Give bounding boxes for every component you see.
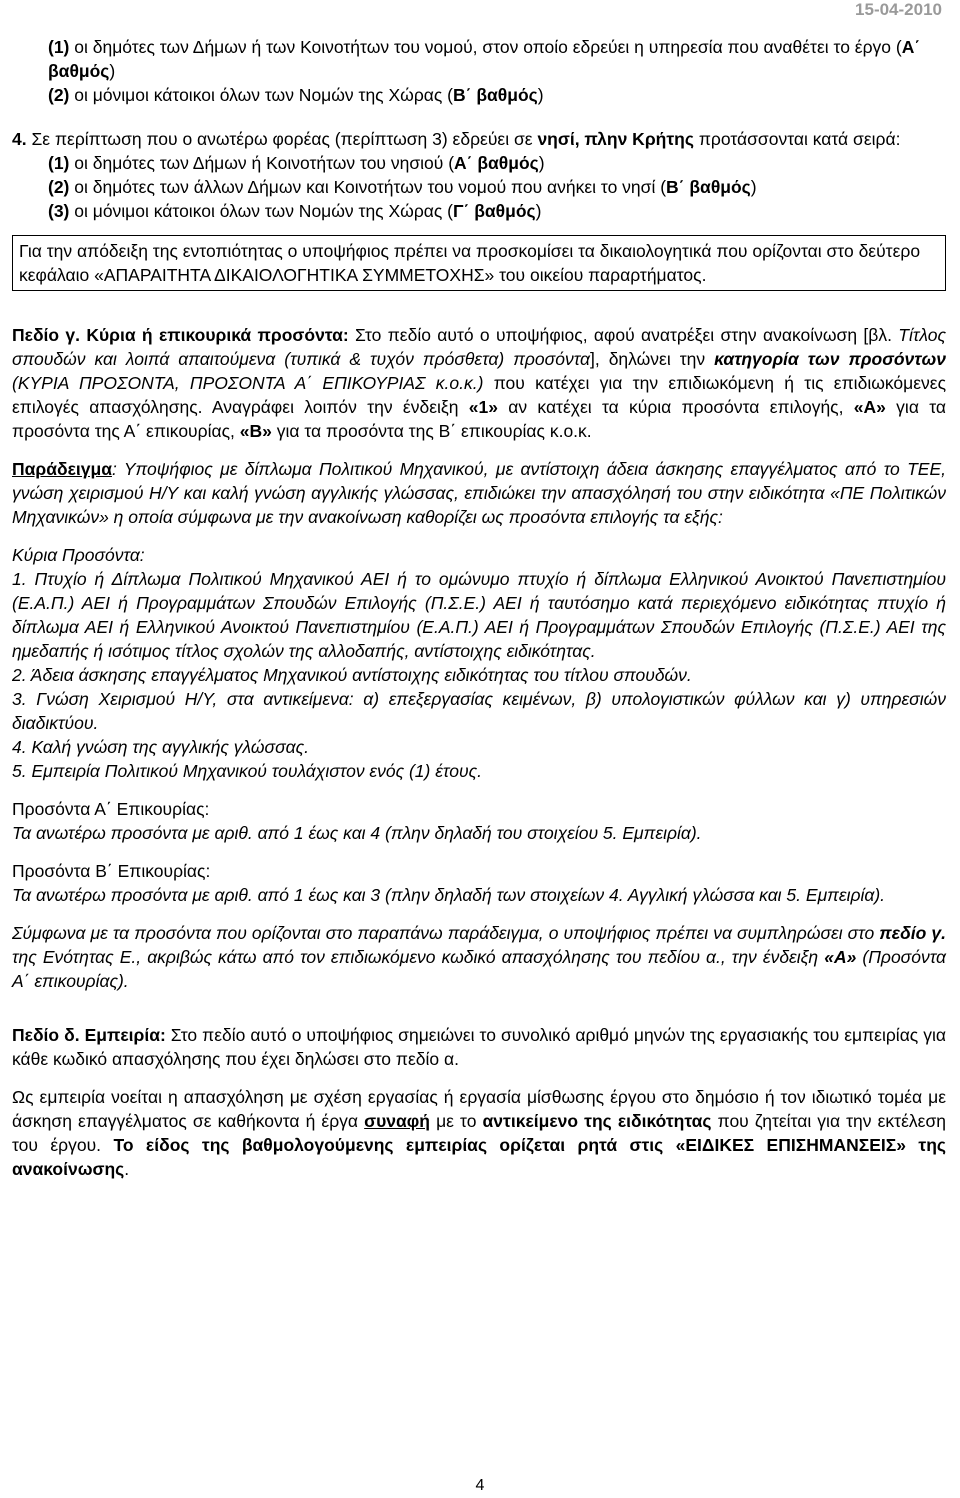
list-item: (2) οι μόνιμοι κάτοικοι όλων των Νομών της Χώρας (Β΄ βαθμός) — [48, 85, 544, 105]
locality-proof-box — [12, 235, 946, 291]
page-date: 15-04-2010 — [855, 0, 942, 19]
list-item: 2. Άδεια άσκησης επαγγέλματος Μηχανικού αντίστοιχης ειδικότητας του τίτλου σπουδών. — [12, 665, 692, 685]
aux-b-heading: Προσόντα Β΄ Επικουρίας: — [12, 861, 211, 881]
field-c-paragraph: Πεδίο γ. Κύρια ή επικουρικά προσόντα: Στο πεδίο αυτό ο υποψήφιος, αφού ανατρέξει στην ανακοίνωση [βλ. Τίτλος σπουδών και λοιπά απαιτούμενα (τυπικά & τυχόν πρόσθετα) προσόντα], δηλώνει την κατηγορία των προσόντων (ΚΥΡΙΑ ΠΡΟΣΟΝΤΑ, ΠΡΟΣΟΝΤΑ Α΄ ΕΠΙΚΟΥΡΙΑΣ κ.ο.κ.) που κατέχει για την επιδιωκόμενη ή τις επιδιωκόμενες επιλογές απασχόλησης. Αναγράφει λοιπόν την ένδειξη «1» αν κατέχει τα κύρια προσόντα επιλογής, «Α» για τα προσόντα της Α΄ επικουρίας, «Β» για τα προσόντα της Β΄ επικουρίας κ.ο.κ. — [12, 325, 947, 441]
list-item: (1) οι δημότες των Δήμων ή των Κοινοτήτων του νομού, στον οποίο εδρεύει η υπηρεσία που αναθέτει το έργο (Α΄ βαθμός) — [48, 37, 921, 81]
box-text: Για την απόδειξη της εντοπιότητας ο υποψήφιος πρέπει να προσκομίσει τα δικαιολογητικά που ορίζονται στο δεύτερο κεφάλαιο «ΑΠΑΡΑΙΤΗΤΑ ΔΙΚΑΙΟΛΟΓΗΤΙΚΑ ΣΥΜΜΕΤΟΧΗΣ» του οικείου παραρτήματος. — [19, 241, 921, 285]
list-item: 5. Εμπειρία Πολιτικού Μηχανικού τουλάχιστον ενός (1) έτους. — [12, 761, 482, 781]
experience-definition-paragraph: Ως εμπειρία νοείται η απασχόληση με σχέση εργασίας ή εργασία μίσθωσης έργου στο δημόσιο ή τον ιδιωτικό τομέα με άσκηση επαγγέλματος σε καθήκοντα ή έργα συναφή με το αντικείμενο της ειδικότητας που ζητείται για την εκτέλεση του έργου. Το είδος της βαθμολογούμενης εμπειρίας ορίζεται ρητά στις «ΕΙΔΙΚΕΣ ΕΠΙΣΗΜΑΝΣΕΙΣ» της ανακοίνωσης. — [12, 1087, 946, 1179]
list-item: 3. Γνώση Χειρισμού Η/Υ, στα αντικείμενα: α) επεξεργασίας κειμένων, β) υπολογιστικών φύλλων και γ) υπηρεσιών διαδικτύου. — [12, 689, 946, 733]
list-item: 4. Καλή γνώση της αγγλικής γλώσσας. — [12, 737, 310, 757]
list-item: 1. Πτυχίο ή Δίπλωμα Πολιτικού Μηχανικού ΑΕΙ ή το ομώνυμο πτυχίο ή δίπλωμα Ελληνικού Ανοικτού Πανεπιστημίου (Ε.Α.Π.) ΑΕΙ ή Προγραμμάτων Σπουδών Επιλογής (Π.Σ.Ε.) ΑΕΙ ή ταυτόσημο κατά περιεχόμενο ειδικότητας πτυχίο ή δίπλωμα ΑΕΙ ή Ελληνικού Ανοικτού Πανεπιστημίου (Ε.Α.Π.) ΑΕΙ ή Προγραμμάτων Σπουδών Επιλογής (Π.Σ.Ε.) ΑΕΙ της ημεδαπής ή ισότιμος τίτλος σχολών της αλλοδαπής, αντίστοιχης ειδικότητας. — [12, 569, 946, 661]
aux-a-text: Τα ανωτέρω προσόντα με αριθ. από 1 έως και 4 (πλην δηλαδή του στοιχείου 5. Εμπειρία). — [12, 823, 702, 843]
list-item: (2) οι δημότες των άλλων Δήμων και Κοινοτήτων του νομού που ανήκει το νησί (Β΄ βαθμός) — [48, 177, 757, 197]
aux-a-heading: Προσόντα Α΄ Επικουρίας: — [12, 799, 210, 819]
aux-b-text: Τα ανωτέρω προσόντα με αριθ. από 1 έως και 3 (πλην δηλαδή των στοιχείων 4. Αγγλική γλώσσα και 5. Εμπειρία). — [12, 885, 886, 905]
field-d-paragraph: Πεδίο δ. Εμπειρία: Στο πεδίο αυτό ο υποψήφιος σημειώνει το συνολικό αριθμό μηνών της εργασιακής του εμπειρίας για κάθε κωδικό απασχόλησης που έχει δηλώσει στο πεδίο α. — [12, 1025, 946, 1069]
document-body — [12, 35, 946, 1181]
page-number: 4 — [475, 1477, 485, 1494]
main-quals-heading: Κύρια Προσόντα: — [12, 545, 145, 565]
example-paragraph: Παράδειγμα: Υποψήφιος με δίπλωμα Πολιτικού Μηχανικού, με αντίστοιχη άδεια άσκησης επαγγέλματος από το ΤΕΕ, γνώση χειρισμού Η/Υ και καλή γνώση αγγλικής γλώσσας, επιδιώκει την απασχόλησή του στην ειδικότητα «ΠΕ Πολιτικών Μηχανικών» η οποία σύμφωνα με την ανακοίνωση καθορίζει ως προσόντα επιλογής τα εξής: — [12, 459, 946, 527]
case-4-paragraph: 4. Σε περίπτωση που ο ανωτέρω φορέας (περίπτωση 3) εδρεύει σε νησί, πλην Κρήτης προτάσσονται κατά σειρά: — [12, 129, 901, 149]
list-item: (3) οι μόνιμοι κάτοικοι όλων των Νομών της Χώρας (Γ΄ βαθμός) — [48, 201, 542, 221]
list-item: (1) οι δημότες των Δήμων ή Κοινοτήτων του νησιού (Α΄ βαθμός) — [48, 153, 545, 173]
conclusion-paragraph: Σύμφωνα με τα προσόντα που ορίζονται στο παραπάνω παράδειγμα, ο υποψήφιος πρέπει να συμπληρώσει στο πεδίο γ. της Ενότητας Ε., ακριβώς κάτω από τον επιδιωκόμενο κωδικό απασχόλησης του πεδίου α., την ένδειξη «Α» (Προσόντα Α΄ επικουρίας). — [12, 923, 946, 991]
